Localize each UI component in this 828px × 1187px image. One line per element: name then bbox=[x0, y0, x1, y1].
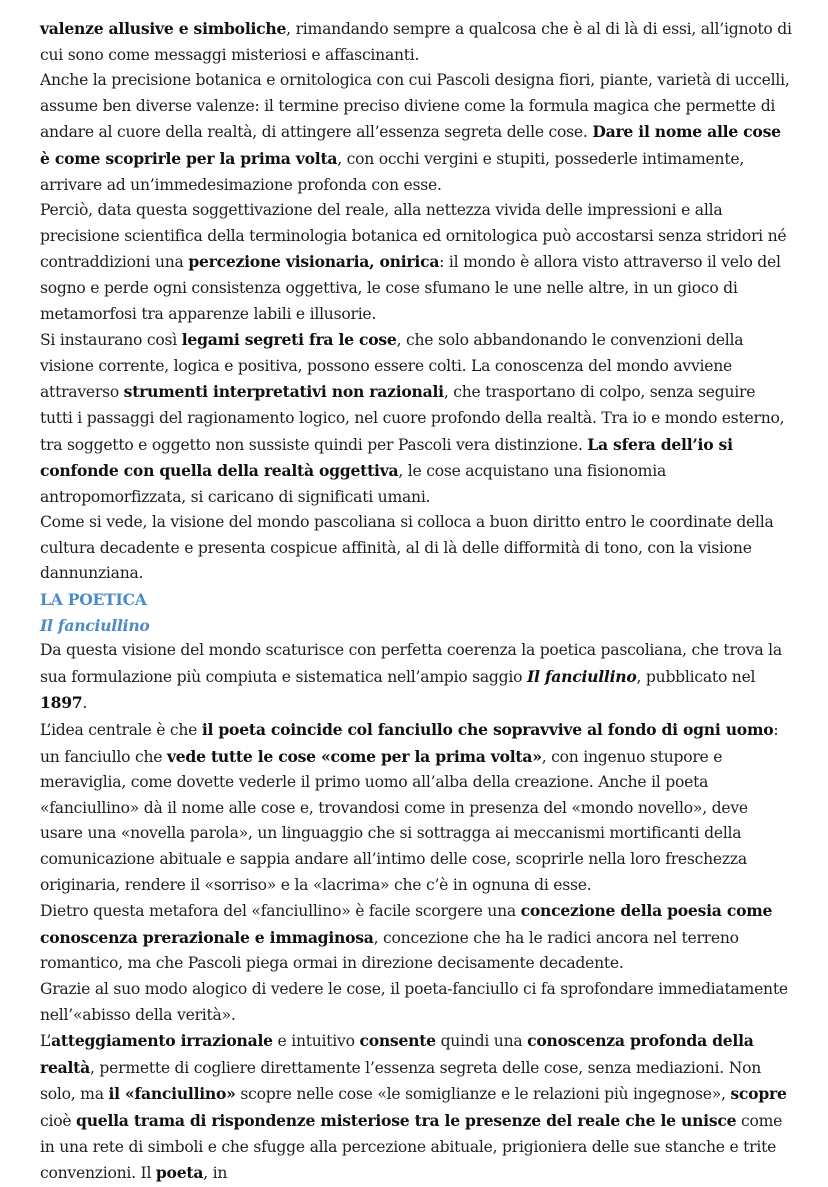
paragraph bbox=[40, 638, 792, 717]
paragraph bbox=[40, 16, 792, 68]
section-subheading: Il fanciullino bbox=[40, 615, 150, 635]
paragraph bbox=[40, 717, 792, 898]
text-run: L’idea centrale è che bbox=[40, 721, 202, 740]
bold-text: vede tutte le cose «come per la prima volta» bbox=[166, 746, 542, 766]
text-run: : un fanciullo che bbox=[40, 721, 779, 766]
bold-text: valenze allusive e simboliche bbox=[40, 19, 287, 38]
text-run: Come si vede, la visione del mondo pascoliana si colloca a buon diritto entro le coordinate della cultura decadente e presenta cospicue affinità, al di là delle difformità di tono, con la visione dannunziana. bbox=[40, 513, 774, 583]
text-run: L’ bbox=[40, 1032, 52, 1051]
text-run: quindi una bbox=[435, 1032, 528, 1051]
bold-text: conoscenza profonda della realtà bbox=[40, 1031, 754, 1077]
text-run: . bbox=[82, 694, 88, 713]
bold-text: il poeta coincide col fanciullo che sopravvive al fondo di ogni uomo bbox=[201, 720, 774, 740]
bold-text: atteggiamento irrazionale bbox=[51, 1031, 273, 1051]
text-run: cioè bbox=[40, 1111, 77, 1130]
section-heading: LA POETICA bbox=[40, 590, 147, 610]
text-run: , in bbox=[203, 1164, 228, 1183]
bold-text: il «fanciullino» bbox=[108, 1084, 236, 1104]
text-run: , con ingenuo stupore e meraviglia, come dovette vederle il primo uomo all’alba della creazione. Anche il poeta «fanciullino» dà il nome alle cose e, trovandosi come in presenza del «mondo novello», deve usare una «novella parola», un linguaggio che si sottragga ai meccanismi mortificanti della comunicazione abituale e sappia andare all’intimo delle cose, scoprirle nella loro freschezza originaria, rendere il «sorriso» e la «lacrima» che c’è in ognuna di esse. bbox=[40, 747, 748, 894]
text-run: , permette di cogliere direttamente l’essenza segreta delle cose, senza mediazioni. Non solo, ma bbox=[40, 1058, 762, 1104]
text-run: , le cose acquistano una fisionomia antropomorfizzata, si caricano di significati umani. bbox=[40, 462, 666, 506]
paragraph bbox=[40, 327, 792, 510]
bold-text: scopre bbox=[730, 1084, 787, 1104]
paragraph bbox=[40, 977, 792, 1028]
text-run: , concezione che ha le radici ancora nel terreno romantico, ma che Pascoli piega ormai in direzione decisamente decadente. bbox=[40, 928, 739, 973]
text-run: Perciò, data questa soggettivazione del reale, alla nettezza vivida delle impressioni e alla precisione scientifica della terminologia botanica ed ornitologica può accostarsi senza stridori né contraddizioni una bbox=[40, 201, 787, 272]
text-run: e intuitivo bbox=[272, 1032, 360, 1051]
text-run: , con occhi vergini e stupiti, possederle intimamente, arrivare ad un’immedesimazione profonda con esse. bbox=[40, 149, 745, 194]
body-bottom bbox=[40, 638, 792, 1186]
bold-text: strumenti interpretativi non razionali bbox=[123, 382, 444, 402]
text-run: come in una rete di simboli e che sfugge alla percezione abituale, prigioniera delle sue stanche e trite convenzioni. Il bbox=[40, 1111, 783, 1183]
paragraph bbox=[40, 898, 792, 977]
bold-text: Dare il nome alle cose è come scoprirle per la prima volta bbox=[40, 122, 781, 168]
text-run: , pubblicato nel bbox=[636, 667, 756, 686]
text-run: Anche la precisione botanica e ornitologica con cui Pascoli designa fiori, piante, varietà di uccelli, assume ben diverse valenze: il termine preciso diviene come la formula magica che permette di andare al cuore della realtà, di attingere all’essenza segreta delle cose. bbox=[40, 71, 790, 142]
paragraph bbox=[40, 1028, 792, 1187]
bold-text: concezione della poesia come conoscenza prerazionale e immaginosa bbox=[40, 901, 773, 947]
document-page bbox=[40, 16, 792, 1187]
text-run: , che trasportano di colpo, senza seguire tutti i passaggi del ragionamento logico, nel cuore profondo della realtà. Tra io e mondo esterno, tra soggetto e oggetto non sussiste quindi per Pascoli vera distinzione. bbox=[40, 383, 785, 454]
paragraph bbox=[40, 198, 792, 327]
bold-text: La sfera dell’io si confonde con quella della realtà oggettiva bbox=[40, 434, 733, 481]
bold-text: legami segreti fra le cose bbox=[181, 330, 397, 350]
bold-text: 1897 bbox=[40, 693, 83, 713]
bold-text: quella trama di rispondenze misteriose tra le presenze del reale che le unisce bbox=[76, 1110, 737, 1130]
text-run: Grazie al suo modo alogico di vedere le cose, il poeta-fanciullo ci fa sprofondare immediatamente nell’«abisso della verità». bbox=[40, 979, 788, 1024]
paragraph bbox=[40, 68, 792, 198]
paragraph bbox=[40, 510, 792, 587]
bold-text: percezione visionaria, onirica bbox=[188, 252, 440, 272]
text-run: Si instaurano così bbox=[40, 331, 182, 350]
bold-text: Il fanciullino bbox=[526, 666, 637, 686]
text-run: Dietro questa metafora del «fanciullino» è facile scorgere una bbox=[40, 902, 521, 921]
text-run: scopre nelle cose «le somiglianze e le relazioni più ingegnose», bbox=[235, 1085, 731, 1104]
bold-text: consente bbox=[359, 1031, 436, 1051]
text-run: : il mondo è allora visto attraverso il velo del sogno e perde ogni consistenza oggettiva, le cose sfumano le une nelle altre, in un gioco di metamorfosi tra apparenze labili e illusorie. bbox=[40, 253, 781, 323]
text-run: , rimandando sempre a qualcosa che è al di là di essi, all’ignoto di cui sono come messaggi misteriosi e affascinanti. bbox=[40, 20, 792, 64]
text-run: Da questa visione del mondo scaturisce con perfetta coerenza la poetica pascoliana, che trova la sua formulazione più compiuta e sistematica nell’ampio saggio bbox=[40, 641, 782, 686]
body-top bbox=[40, 16, 792, 587]
bold-text: poeta bbox=[155, 1163, 204, 1183]
text-run: , che solo abbandonando le convenzioni della visione corrente, logica e positiva, possono essere colti. La conoscenza del mondo avviene attraverso bbox=[40, 331, 744, 402]
